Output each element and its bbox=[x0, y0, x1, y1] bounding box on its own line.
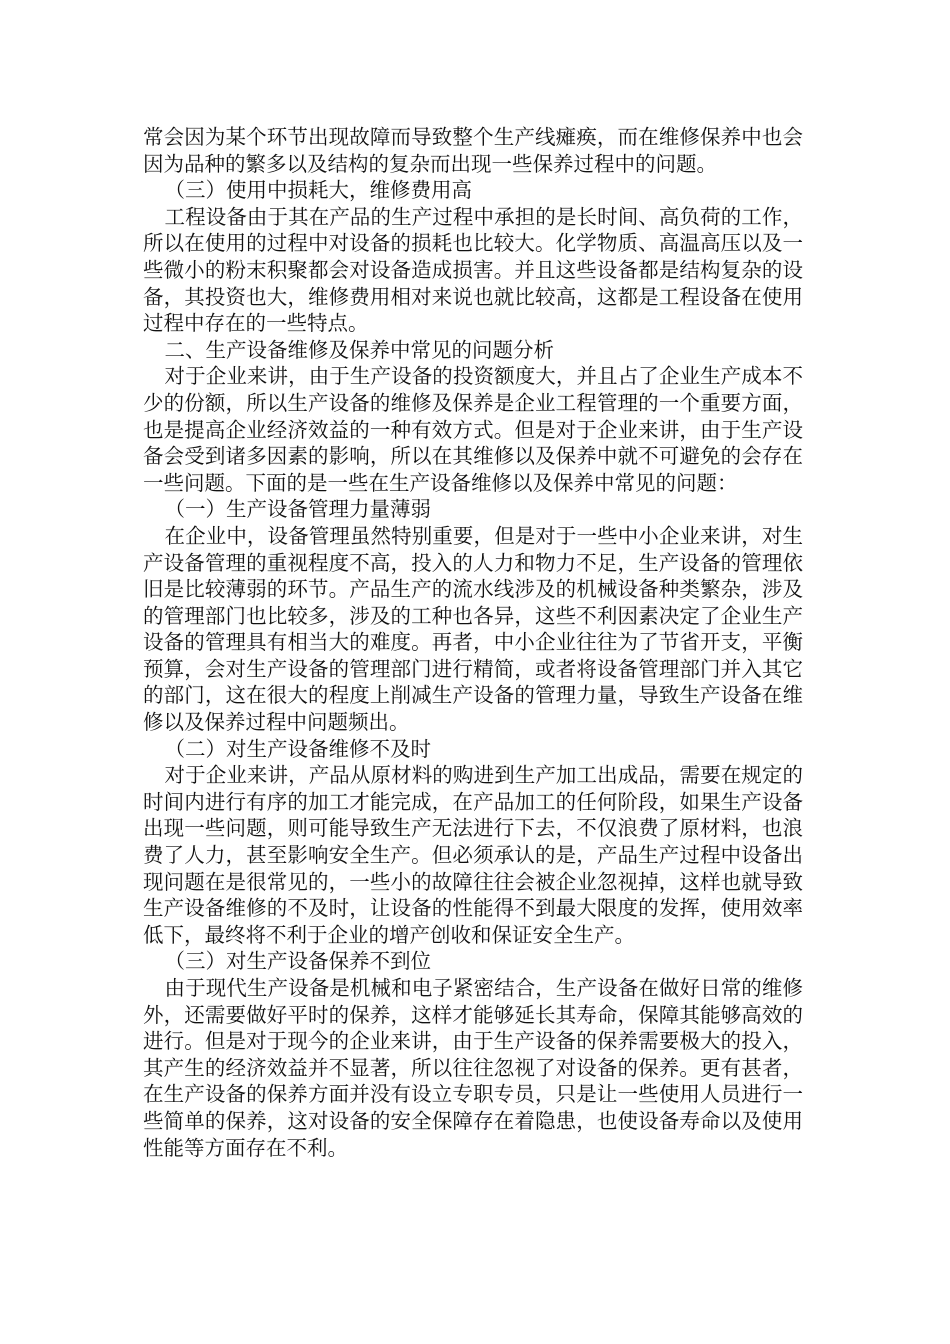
paragraph-untimely-repair: 对于企业来讲，产品从原材料的购进到生产加工出成品，需要在规定的时间内进行有序的加工才能完成，在产品加工的任何阶段，如果生产设备出现一些问题，则可能导致生产无法进行下去，不仅浪费了原材料，也浪费了人力，甚至影响安全生产。但必须承认的是，产品生产过程中设备出现问题在是很常见的，一些小的故障往往会被企业忽视掉，这样也就导致生产设备维修的不及时，让设备的性能得不到最大限度的发挥，使用效率低下，最终将不利于企业的增产创收和保证安全生产。 bbox=[143, 763, 803, 947]
paragraph-wear-cost: 工程设备由于其在产品的生产过程中承担的是长时间、高负荷的工作，所以在使用的过程中对设备的损耗也比较大。化学物质、高温高压以及一些微小的粉末积聚都会对设备造成损害。并且这些设备都是结构复杂的设备，其投资也大，维修费用相对来说也就比较高，这都是工程设备在使用过程中存在的一些特点。 bbox=[143, 204, 803, 336]
paragraph-weak-management: 在企业中，设备管理虽然特别重要，但是对于一些中小企业来讲，对生产设备管理的重视程度不高，投入的人力和物力不足，生产设备的管理依旧是比较薄弱的环节。产品生产的流水线涉及的机械设备种类繁杂，涉及的管理部门也比较多，涉及的工种也各异，这些不利因素决定了企业生产设备的管理具有相当大的难度。再者，中小企业往往为了节省开支，平衡预算，会对生产设备的管理部门进行精简，或者将设备管理部门并入其它的部门，这在很大的程度上削减生产设备的管理力量，导致生产设备在维修以及保养过程中问题频出。 bbox=[143, 523, 803, 735]
section-heading-problem-analysis: 二、生产设备维修及保养中常见的问题分析 bbox=[164, 337, 555, 362]
paragraph-continued: 常会因为某个环节出现故障而导致整个生产线瘫痪，而在维修保养中也会因为品种的繁多以及结构的复杂而出现一些保养过程中的问题。 bbox=[143, 125, 803, 176]
paragraph-poor-maintenance: 由于现代生产设备是机械和电子紧密结合，生产设备在做好日常的维修外，还需要做好平时的保养，这样才能够延长其寿命，保障其能够高效的进行。但是对于现今的企业来讲，由于生产设备的保养需要极大的投入，其产生的经济效益并不显著，所以往往忽视了对设备的保养。更有甚者，在生产设备的保养方面并没有设立专职专员，只是让一些使用人员进行一些简单的保养，这对设备的安全保障存在着隐患，也使设备寿命以及使用性能等方面存在不利。 bbox=[143, 976, 803, 1160]
section-heading-poor-maintenance: （三）对生产设备保养不到位 bbox=[164, 949, 432, 974]
section-heading-weak-management: （一）生产设备管理力量薄弱 bbox=[164, 497, 432, 522]
paragraph-problem-intro: 对于企业来讲，由于生产设备的投资额度大，并且占了企业生产成本不少的份额，所以生产设备的维修及保养是企业工程管理的一个重要方面，也是提高企业经济效益的一种有效方式。但是对于企业来讲，由于生产设备会受到诸多因素的影响，所以在其维修以及保养中就不可避免的会存在一些问题。下面的是一些在生产设备维修以及保养中常见的问题： bbox=[143, 364, 803, 495]
section-heading-wear-cost: （三）使用中损耗大，维修费用高 bbox=[164, 178, 473, 203]
section-heading-untimely-repair: （二）对生产设备维修不及时 bbox=[164, 736, 432, 761]
document-page bbox=[143, 124, 803, 1161]
